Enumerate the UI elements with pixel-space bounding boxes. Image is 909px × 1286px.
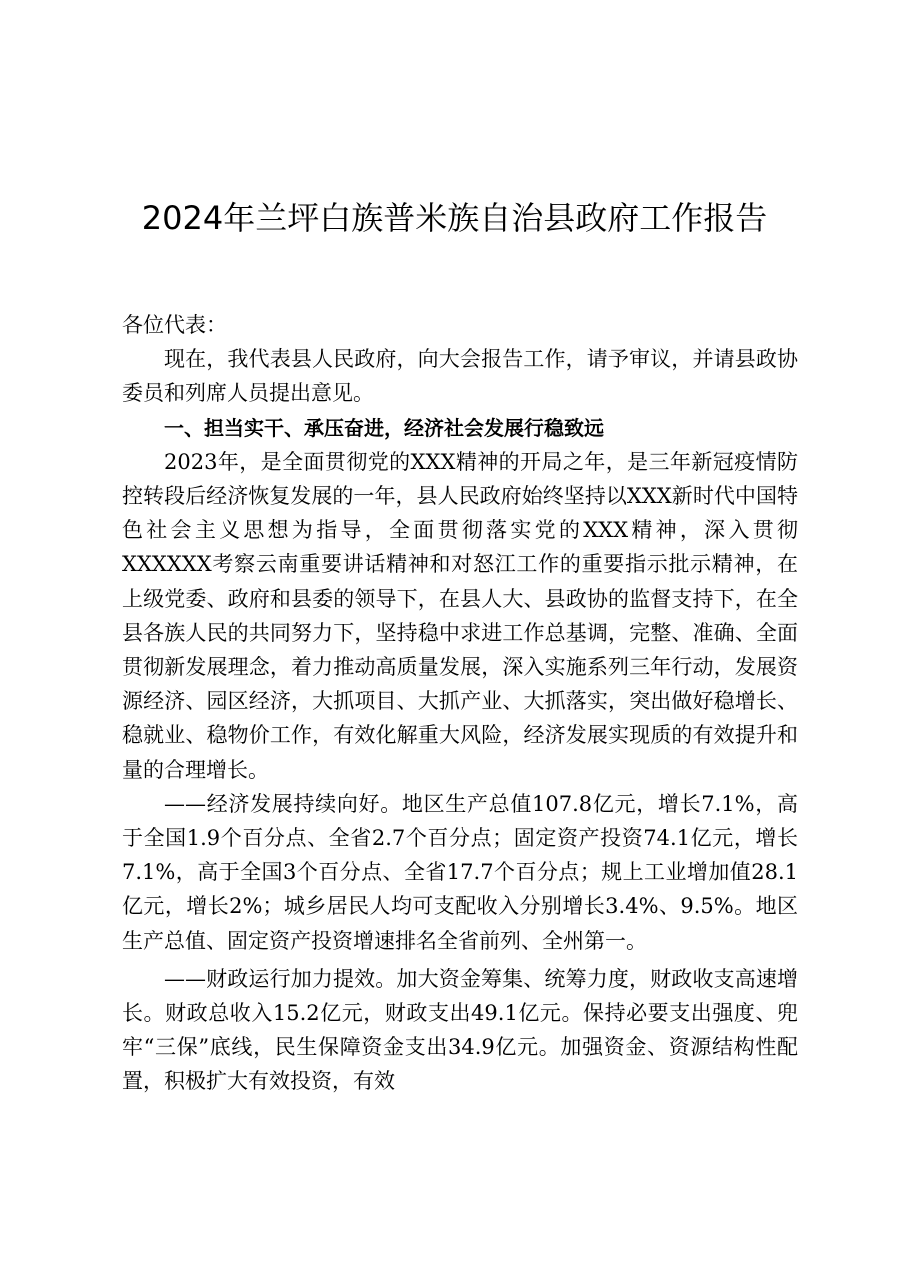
paragraph-finance: ——财政运行加力提效。加大资金筹集、统筹力度，财政收支高速增长。财政总收入15.2亿元，财政支出49.1亿元。保持必要支出强度、兜牢“三保”底线，民生保障资金支出34.9亿元。加强资金、资源结构性配置，积极扩大有效投资，有效: [122, 966, 798, 1094]
document-body: [122, 308, 798, 1099]
document-title: 2024年兰坪白族普米族自治县政府工作报告: [141, 199, 768, 237]
salutation: 各位代表：: [122, 313, 227, 337]
paragraph-intro: 现在，我代表县人民政府，向大会报告工作，请予审议，并请县政协委员和列席人员提出意见。: [122, 347, 798, 406]
paragraph-economy: ——经济发展持续向好。地区生产总值107.8亿元，增长7.1%，高于全国1.9个百分点、全省2.7个百分点；固定资产投资74.1亿元，增长7.1%，高于全国3个百分点、全省17.7个百分点；规上工业增加值28.1亿元，增长2%；城乡居民人均可支配收入分别增长3.4%、9.5%。地区生产总值、固定资产投资增速排名全省前列、全州第一。: [122, 791, 798, 953]
section-heading-1: 一、担当实干、承压奋进，经济社会发展行稳致远: [164, 415, 604, 440]
paragraph-2023: 2023年，是全面贯彻党的XXX精神的开局之年，是三年新冠疫情防控转段后经济恢复发展的一年，县人民政府始终坚持以XXX新时代中国特色社会主义思想为指导，全面贯彻落实党的XXX精神，深入贯彻XXXXXX考察云南重要讲话精神和对怒江工作的重要指示批示精神，在上级党委、政府和县委的领导下，在县人大、县政协的监督支持下，在全县各族人民的共同努力下，坚持稳中求进工作总基调，完整、准确、全面贯彻新发展理念，着力推动高质量发展，深入实施系列三年行动，发展资源经济、园区经济，大抓项目、大抓产业、大抓落实，突出做好稳增长、稳就业、稳物价工作，有效化解重大风险，经济发展实现质的有效提升和量的合理增长。: [122, 449, 798, 782]
